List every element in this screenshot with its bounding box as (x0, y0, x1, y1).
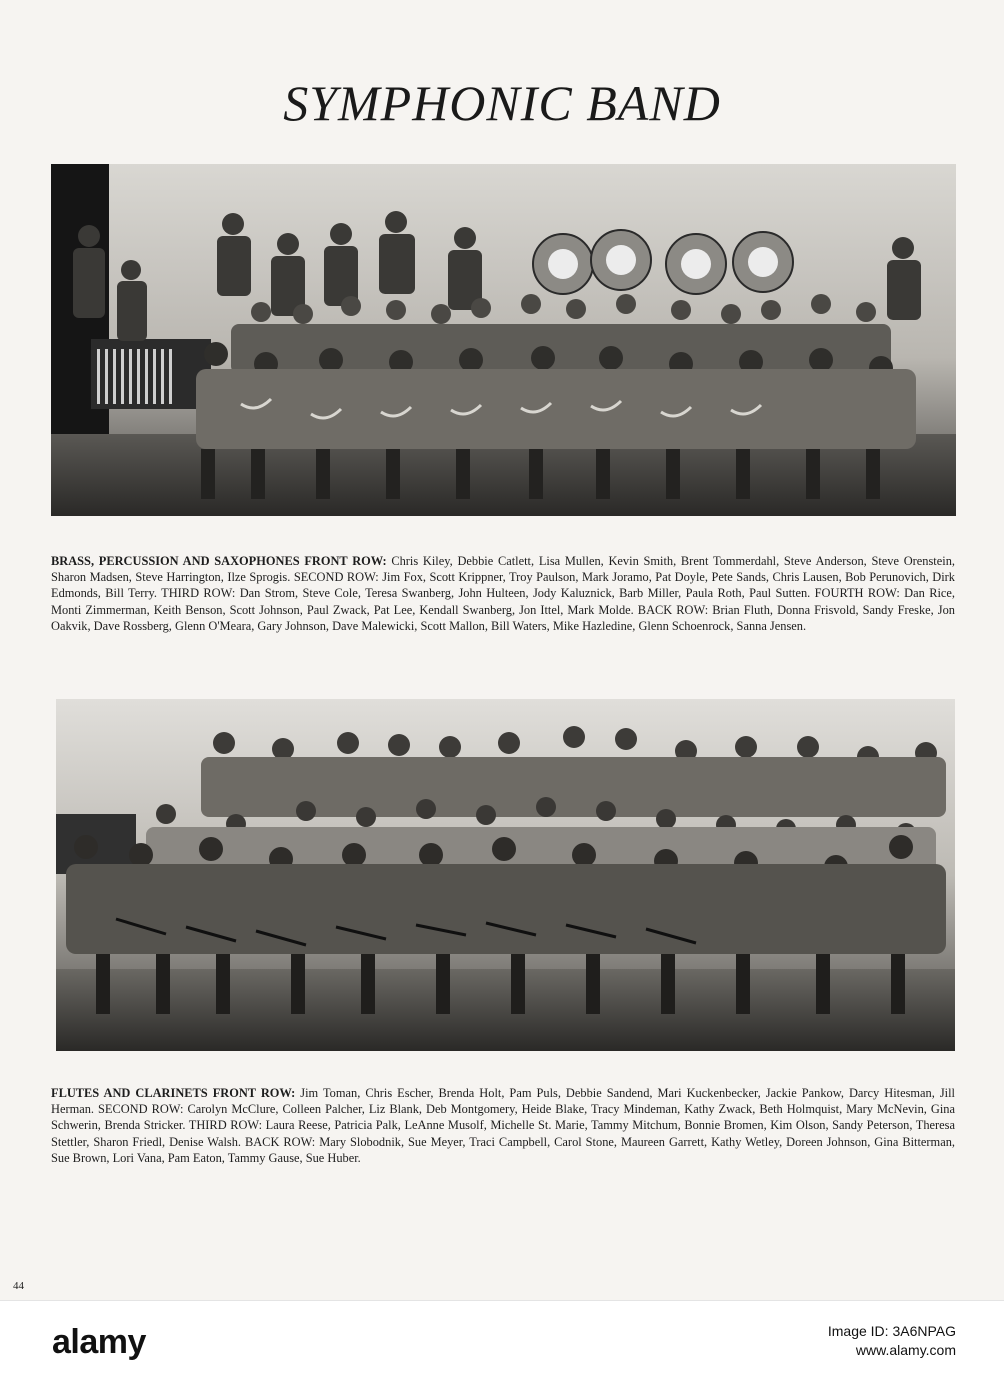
stock-url[interactable]: www.alamy.com (855, 1342, 956, 1358)
page-number: 44 (13, 1280, 24, 1292)
caption-flutes-heading: FLUTES AND CLARINETS FRONT ROW: (51, 1086, 296, 1100)
stock-image-info (828, 1322, 956, 1360)
photo-flutes-image (56, 699, 955, 1051)
image-id: Image ID: 3A6NPAG (827, 1323, 956, 1339)
caption-brass-names: Chris Kiley, Debbie Catlett, Lisa Mullen, Kevin Smith, Brent Tommerdahl, Steve Anderson, Steve Orenstein, Sharon Madsen, Steve Harrington, Ilze Sprogis. SECOND ROW: Jim Fox, Scott Krippner, Troy Paulson, Mark Joramo, Pat Doyle, Pete Sands, Chris Lausen, Bob Perunovich, Dirk Edmonds, Bill Terry. THIRD ROW: Dan Strom, Steve Cole, Teresa Swanberg, John Hulteen, Jody Kaluznick, Barb Miller, Paula Roth, Paul Sutten. FOURTH ROW: Dan Rice, Monti Zimmerman, Keith Benson, Scott Johnson, Paul Zwack, Pat Lee, Kendall Swanberg, Jon Ittel, Mark Molde. BACK ROW: Brian Fluth, Donna Frisvold, Sandy Freske, Jon Oakvik, Dave Rossberg, Glenn O'Meara, Gary Johnson, Dave Malewicki, Scott Mallon, Bill Waters, Mike Hazledine, Glenn Schoenrock, Sanna Jensen. (51, 554, 955, 633)
group-photo-brass (51, 164, 956, 516)
page-title: SYMPHONIC BAND (283, 75, 721, 131)
group-photo-flutes (56, 699, 955, 1051)
caption-brass-heading: BRASS, PERCUSSION AND SAXOPHONES FRONT ROW: (51, 554, 387, 568)
caption-flutes (51, 1085, 955, 1166)
caption-flutes-names: Jim Toman, Chris Escher, Brenda Holt, Pam Puls, Debbie Sandend, Mari Kuckenbecker, Jackie Pankow, Darcy Hitesman, Jill Herman. SECOND ROW: Carolyn McClure, Colleen Palcher, Liz Blank, Deb Montgomery, Heide Blake, Tracy Mindeman, Kathy Zwack, Beth Holmquist, Mary McNevin, Gina Schwerin, Brenda Stricker. THIRD ROW: Laura Reese, Patricia Palk, LeAnne Musolf, Michelle St. Marie, Tammy Mitchum, Bonnie Bromen, Kim Olson, Sandy Peterson, Theresa Stettler, Sharon Friedl, Denise Walsh. BACK ROW: Mary Slobodnik, Sue Meyer, Traci Campbell, Carol Stone, Maureen Garrett, Kathy Wetley, Doreen Johnson, Gina Bitterman, Sue Brown, Lori Vana, Pam Eaton, Tammy Gause, Sue Huber. (51, 1086, 955, 1165)
caption-brass (51, 553, 955, 634)
alamy-logo[interactable]: alamy (52, 1323, 146, 1361)
photo-brass-image (51, 164, 956, 516)
